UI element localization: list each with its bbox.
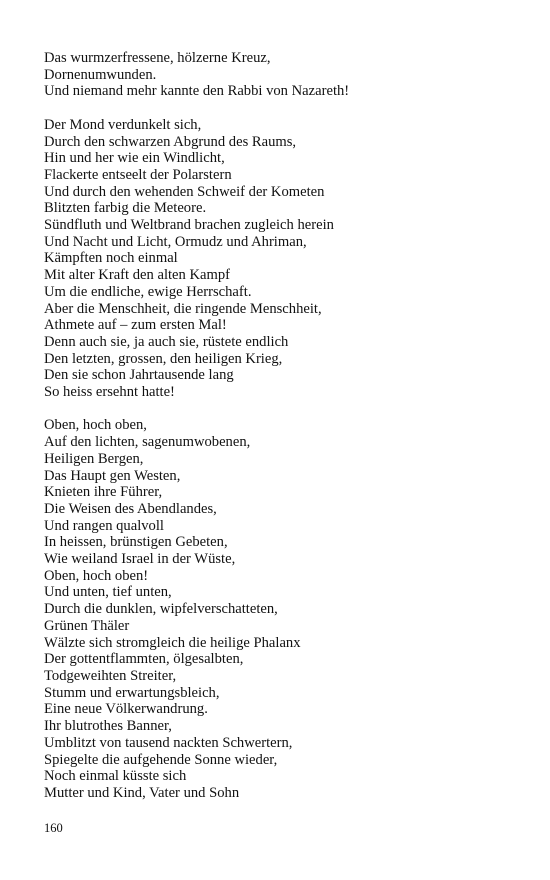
poem-line: Auf den lichten, sagenumwobenen, [44, 434, 251, 451]
poem-line: Und durch den wehenden Schweif der Kometen [44, 183, 325, 200]
poem-line: Mutter und Kind, Vater und Sohn [44, 784, 240, 801]
poem-line: Flackerte entseelt der Polarstern [44, 166, 232, 183]
poem-line: Umblitzt von tausend nackten Schwertern, [44, 734, 293, 751]
poem-line: Knieten ihre Führer, [44, 484, 163, 501]
page-number: 160 [44, 821, 63, 835]
stanza-3 [44, 417, 514, 801]
poem-line: Die Weisen des Abendlandes, [44, 500, 217, 517]
poem-line: Den letzten, grossen, den heiligen Krieg, [44, 350, 283, 367]
poem-line: Um die endliche, ewige Herrschaft. [44, 283, 252, 300]
poem-line: Heiligen Bergen, [44, 450, 144, 467]
poem-line: Wälzte sich stromgleich die heilige Phalanx [44, 634, 301, 651]
poem-text [44, 50, 514, 802]
poem-line: Und rangen qualvoll [44, 517, 164, 534]
poem-line: Kämpften noch einmal [44, 250, 178, 267]
poem-line: In heissen, brünstigen Gebeten, [44, 534, 228, 551]
poem-line: So heiss ersehnt hatte! [44, 384, 175, 401]
stanza-2 [44, 117, 514, 401]
poem-line: Noch einmal küsste sich [44, 768, 187, 785]
poem-line: Athmete auf – zum ersten Mal! [44, 317, 227, 334]
poem-line: Und unten, tief unten, [44, 584, 172, 601]
poem-line: Der Mond verdunkelt sich, [44, 116, 202, 133]
poem-line: Aber die Menschheit, die ringende Menschheit, [44, 300, 322, 317]
poem-line: Wie weiland Israel in der Wüste, [44, 551, 236, 568]
poem-line: Ihr blutrothes Banner, [44, 718, 172, 735]
poem-line: Der gottentflammten, ölgesalbten, [44, 651, 244, 668]
poem-line: Denn auch sie, ja auch sie, rüstete endlich [44, 333, 289, 350]
poem-line: Das wurmzerfressene, hölzerne Kreuz, [44, 50, 271, 66]
stanza-1 [44, 50, 514, 100]
poem-line: Oben, hoch oben! [44, 567, 149, 584]
poem-line: Mit alter Kraft den alten Kampf [44, 267, 230, 284]
poem-line: Hin und her wie ein Windlicht, [44, 150, 225, 167]
poem-line: Sündfluth und Weltbrand brachen zugleich herein [44, 217, 334, 234]
poem-line: Und niemand mehr kannte den Rabbi von Nazareth! [44, 83, 350, 100]
poem-line: Blitzten farbig die Meteore. [44, 200, 207, 217]
poem-line: Das Haupt gen Westen, [44, 467, 181, 484]
poem-line: Und Nacht und Licht, Ormudz und Ahriman, [44, 233, 307, 250]
poem-line: Eine neue Völkerwandrung. [44, 701, 208, 718]
poem-line: Durch die dunklen, wipfelverschatteten, [44, 601, 278, 618]
poem-line: Oben, hoch oben, [44, 417, 147, 434]
poem-line: Durch den schwarzen Abgrund des Raums, [44, 133, 297, 150]
poem-line: Grünen Thäler [44, 617, 130, 634]
poem-line: Den sie schon Jahrtausende lang [44, 367, 234, 384]
poem-line: Dornenumwunden. [44, 66, 157, 83]
poem-line: Stumm und erwartungsbleich, [44, 684, 220, 701]
poem-line: Todgeweihten Streiter, [44, 667, 177, 684]
poem-line: Spiegelte die aufgehende Sonne wieder, [44, 751, 278, 768]
